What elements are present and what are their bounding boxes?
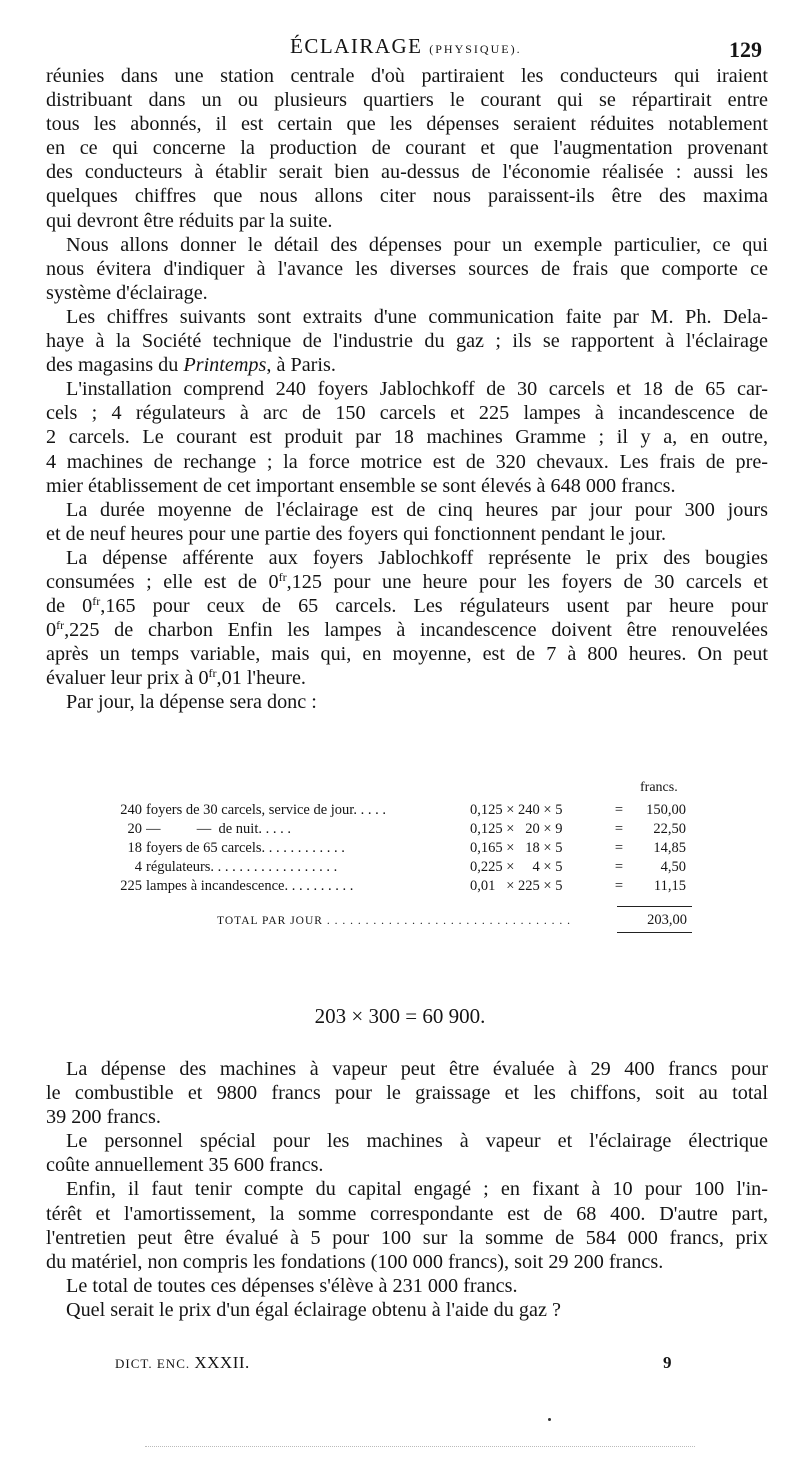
- row-qty: 4: [134, 859, 142, 875]
- page-footer: [0, 1353, 800, 1377]
- bottom-paragraph: [46, 1129, 768, 1177]
- top-paragraph: [46, 64, 768, 233]
- row-calculation: 0,165 × 18 × 5: [470, 840, 563, 856]
- row-equals: =: [614, 859, 624, 875]
- row-description: foyers de 65 carcels. . . . . . . . . . . .: [146, 840, 345, 856]
- row-amount: 14,85: [653, 840, 686, 856]
- footer-signature: [115, 1353, 250, 1373]
- text-line: $0^{fr},225$ de charbon Enfin les lampes à incandescence doivent être renouvelées: [46, 618, 768, 642]
- table-row: [112, 840, 712, 858]
- text-line: consumées ; elle est de $0^{fr},125$ pour une heure pour les foyers de 30 carcels et: [46, 569, 768, 593]
- top-paragraph: [46, 233, 768, 305]
- header-title: [290, 34, 522, 59]
- row-qty: 20: [127, 821, 142, 837]
- text-line: La dépense des machines à vapeur peut être évaluée à 29 400 francs pour: [66, 1058, 768, 1080]
- row-calculation: 0,225 × 4 × 5: [470, 859, 563, 875]
- body-text-top: [46, 64, 768, 715]
- text-line: qui devront être réduits par la suite.: [46, 209, 333, 232]
- total-amount: 203,00: [647, 912, 687, 928]
- row-description: foyers de 30 carcels, service de jour. . . . .: [146, 802, 386, 818]
- text-line: nous évitera d'indiquer à l'avance les diverses sources de frais que comporte ce: [46, 257, 768, 280]
- text-line: Nous allons donner le détail des dépenses pour un exemple particulier, ce qui: [66, 233, 768, 256]
- bottom-paragraph: [46, 1177, 768, 1273]
- print-speck: [548, 1418, 551, 1421]
- total-label: TOTAL PAR JOUR . . . . . . . . . . . . . . . . . . . . . . . . . . . . . . . .: [217, 915, 571, 927]
- top-paragraph: [46, 546, 768, 691]
- table-row: [112, 821, 712, 839]
- text-line: Quel serait le prix d'un égal éclairage obtenu à l'aide du gaz ?: [66, 1298, 561, 1321]
- top-paragraph: [46, 305, 768, 377]
- top-paragraph: [46, 377, 768, 497]
- footer-volume: XXXII.: [194, 1353, 250, 1372]
- body-text-bottom: [46, 1057, 768, 1322]
- top-paragraph: [46, 498, 768, 546]
- text-line: système d'éclairage.: [46, 281, 208, 304]
- row-equals: =: [614, 802, 624, 818]
- row-qty: 18: [127, 840, 142, 856]
- row-calculation: 0,01 × 225 × 5: [470, 878, 563, 894]
- text-line: Le total de toutes ces dépenses s'élève à 231 000 francs.: [66, 1274, 518, 1297]
- unit-label: francs.: [640, 780, 678, 795]
- text-line: après un temps variable, mais qui, en moyenne, est de 7 à 800 heures. On peut: [46, 643, 768, 666]
- bottom-paragraph: [46, 1298, 768, 1322]
- row-description: lampes à incandescence. . . . . . . . . .: [146, 878, 354, 894]
- text-line: 39 200 francs.: [46, 1106, 161, 1129]
- text-line: térêt et l'amortissement, la somme correspondante est de 68 400. D'autre part,: [46, 1202, 768, 1225]
- text-line: l'entretien peut être évalué à 5 pour 100 sur la somme de 584 000 francs, prix: [46, 1226, 768, 1249]
- table-row: [112, 859, 712, 877]
- text-line: évaluer leur prix à $0^{fr},01$ l'heure.: [46, 666, 306, 690]
- row-qty: 225: [120, 878, 142, 894]
- text-line: 2 carcels. Le courant est produit par 18 machines Gramme ; il y a, en outre,: [46, 426, 768, 449]
- row-description: — — de nuit. . . . .: [146, 821, 291, 837]
- top-paragraph: [46, 690, 768, 714]
- formula: 203 × 300 = 60 900.: [314, 1004, 486, 1028]
- text-line: La dépense afférente aux foyers Jablochkoff représente le prix des bougies: [66, 546, 768, 569]
- row-amount: 22,50: [653, 821, 686, 837]
- row-qty: 240: [120, 802, 142, 818]
- text-line: le combustible et 9800 francs pour le graissage et les chiffons, soit au total: [46, 1082, 768, 1105]
- text-line: L'installation comprend 240 foyers Jablochkoff de 30 carcels et 18 de 65 car-: [66, 378, 768, 401]
- text-line: des conducteurs à établir serait bien au-dessus de l'économie réalisée : aussi les: [46, 161, 768, 184]
- text-line: des magasins du Printemps, à Paris.: [46, 354, 336, 377]
- row-equals: =: [614, 878, 624, 894]
- text-line: haye à la Société technique de l'industrie du gaz ; ils se rapportent à l'éclairage: [46, 330, 768, 353]
- row-amount: 150,00: [646, 802, 686, 818]
- text-line: Par jour, la dépense sera donc :: [66, 691, 317, 714]
- row-equals: =: [614, 840, 624, 856]
- text-line: en ce qui concerne la production de courant et que l'augmentation provenant: [46, 137, 768, 160]
- text-line: distribuant dans un ou plusieurs quartiers le courant qui se répartirait entre: [46, 89, 768, 112]
- footer-signature-text: DICT. ENC.: [115, 1356, 191, 1371]
- table-rule-bottom: [617, 932, 692, 933]
- text-line: de $0^{fr},165$ pour ceux de 65 carcels. Les régulateurs usent par heure pour: [46, 594, 768, 618]
- text-line: mier établissement de cet important ensemble se sont élevés à 648 000 francs.: [46, 474, 676, 497]
- table-total-row: [217, 912, 687, 932]
- text-line: coûte annuellement 35 600 francs.: [46, 1154, 324, 1177]
- table-row: [112, 802, 712, 820]
- text-line: du matériel, non compris les fondations (100 000 francs), soit 29 200 francs.: [46, 1250, 664, 1273]
- row-amount: 4,50: [660, 859, 686, 875]
- row-amount: 11,15: [653, 878, 686, 894]
- text-line: 4 machines de rechange ; la force motrice est de 320 chevaux. Les frais de pre-: [46, 450, 768, 473]
- text-line: Enfin, il faut tenir compte du capital engagé ; en fixant à 10 pour 100 l'in-: [66, 1178, 768, 1201]
- text-line: tous les abonnés, il est certain que les dépenses seraient réduites notablement: [46, 113, 768, 136]
- text-line: Les chiffres suivants sont extraits d'une communication faite par M. Ph. Dela-: [66, 305, 768, 328]
- text-line: réunies dans une station centrale d'où partiraient les conducteurs qui iraient: [46, 65, 768, 87]
- text-line: La durée moyenne de l'éclairage est de cinq heures par jour pour 300 jours: [66, 498, 768, 521]
- row-calculation: 0,125 × 20 × 9: [470, 821, 563, 837]
- header-title-sub: (PHYSIQUE).: [429, 42, 522, 56]
- table-row: [112, 878, 712, 896]
- footer-sheet-number: 9: [663, 1353, 672, 1372]
- row-equals: =: [614, 821, 624, 837]
- bottom-paragraph: [46, 1057, 768, 1129]
- bleed-through-line: [145, 1446, 695, 1447]
- page-number: 129: [729, 37, 762, 62]
- text-line: Le personnel spécial pour les machines à vapeur et l'éclairage électrique: [66, 1130, 768, 1153]
- bottom-paragraph: [46, 1274, 768, 1298]
- table-rule-top: [617, 906, 692, 907]
- running-header: [0, 34, 800, 64]
- header-title-main: ÉCLAIRAGE: [290, 34, 423, 58]
- row-description: régulateurs. . . . . . . . . . . . . . . . . .: [146, 859, 338, 875]
- text-line: cels ; 4 régulateurs à arc de 150 carcels et 225 lampes à incandescence de: [46, 402, 768, 425]
- row-calculation: 0,125 × 240 × 5: [470, 802, 563, 818]
- text-line: quelques chiffres que nous allons citer nous paraissent-ils être des maxima: [46, 185, 768, 208]
- text-line: et de neuf heures pour une partie des foyers qui fonctionnent pendant le jour.: [46, 522, 667, 545]
